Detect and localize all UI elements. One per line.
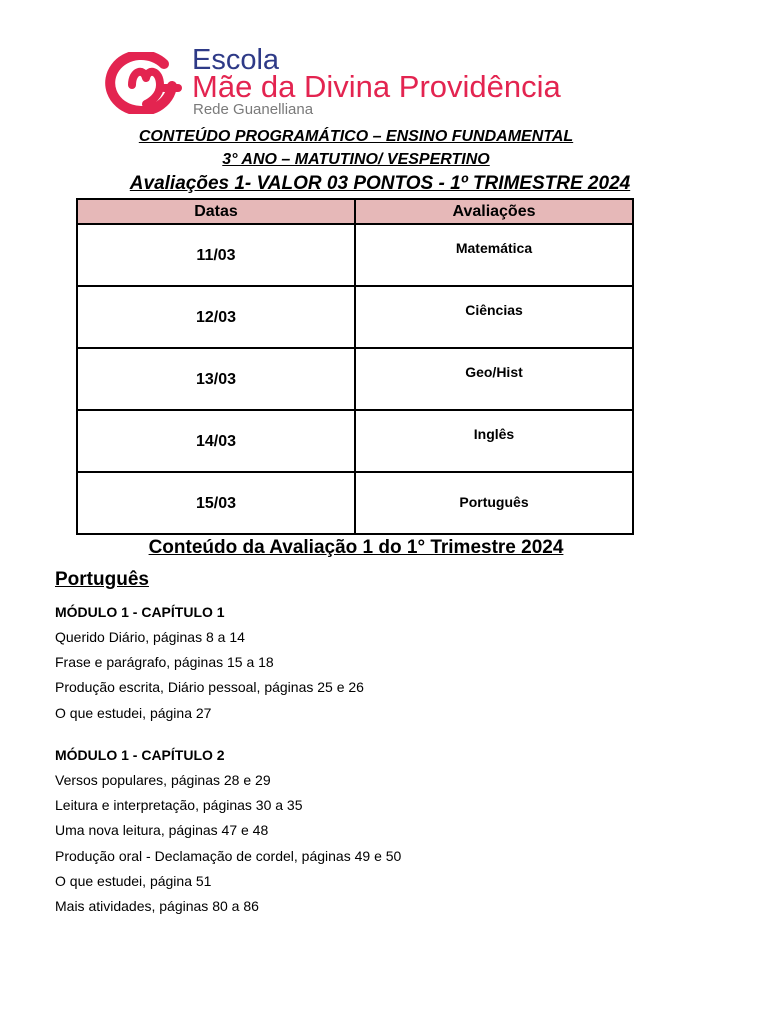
subject-cell: [355, 410, 633, 472]
date-cell: [77, 224, 355, 286]
list-item: Produção oral - Declamação de cordel, páginas 49 e 50: [55, 847, 402, 864]
grade-shift-title: 3° ANO – MATUTINO/ VESPERTINO: [222, 151, 490, 168]
date-value: 12/03: [195, 309, 237, 326]
logo-network-name: Rede Guanelliana: [193, 101, 314, 118]
subject-value: Português: [459, 494, 529, 510]
date-value: 15/03: [195, 495, 237, 512]
column-header-dates: Datas: [77, 199, 355, 224]
date-cell: [77, 348, 355, 410]
subject-cell: [355, 224, 633, 286]
document-title: CONTEÚDO PROGRAMÁTICO – ENSINO FUNDAMENTAL: [138, 128, 574, 145]
subject-value: Geo/Hist: [465, 364, 523, 380]
date-cell: [77, 472, 355, 534]
date-cell: [77, 286, 355, 348]
table-row: [77, 224, 633, 286]
table-row: [77, 410, 633, 472]
date-value: 14/03: [195, 433, 237, 450]
table-row: [77, 286, 633, 348]
list-item: Leitura e interpretação, páginas 30 a 35: [55, 797, 303, 814]
subject-value: Matemática: [455, 240, 533, 256]
subject-cell: [355, 348, 633, 410]
module-section: [55, 745, 401, 921]
subject-cell: [355, 286, 633, 348]
subject-cell: [355, 472, 633, 534]
date-cell: [77, 410, 355, 472]
evaluation-title: Avaliações 1- VALOR 03 PONTOS - 1º TRIMESTRE 2024: [129, 173, 631, 194]
subject-value: Ciências: [465, 302, 523, 318]
date-value: 13/03: [195, 371, 237, 388]
module-section: [55, 602, 364, 728]
heart-logo-icon: [102, 52, 184, 114]
list-item: Mais atividades, páginas 80 a 86: [55, 897, 259, 914]
list-item: Uma nova leitura, páginas 47 e 48: [55, 822, 269, 839]
subject-heading: Português: [55, 569, 149, 590]
list-item: O que estudei, página 51: [55, 872, 212, 889]
table-header-row: [77, 199, 633, 224]
content-title: Conteúdo da Avaliação 1 do 1° Trimestre 2024: [148, 537, 564, 558]
subject-value: Inglês: [473, 426, 515, 442]
school-logo: [100, 40, 610, 120]
logo-school-word: Escola: [192, 44, 280, 76]
list-item: Versos populares, páginas 28 e 29: [55, 772, 271, 788]
column-header-evaluations: Avaliações: [355, 199, 633, 224]
module-title: MÓDULO 1 - CAPÍTULO 1: [55, 604, 225, 620]
evaluation-schedule-table: [76, 198, 634, 535]
list-item: Frase e parágrafo, páginas 15 a 18: [55, 654, 274, 671]
module-title: MÓDULO 1 - CAPÍTULO 2: [55, 747, 225, 763]
logo-school-name: Mãe da Divina Providência: [192, 69, 561, 104]
table-row: [77, 348, 633, 410]
list-item: O que estudei, página 27: [55, 704, 212, 721]
list-item: Querido Diário, páginas 8 a 14: [55, 629, 245, 645]
table-row: [77, 472, 633, 534]
list-item: Produção escrita, Diário pessoal, páginas 25 e 26: [55, 679, 364, 696]
date-value: 11/03: [196, 247, 236, 264]
